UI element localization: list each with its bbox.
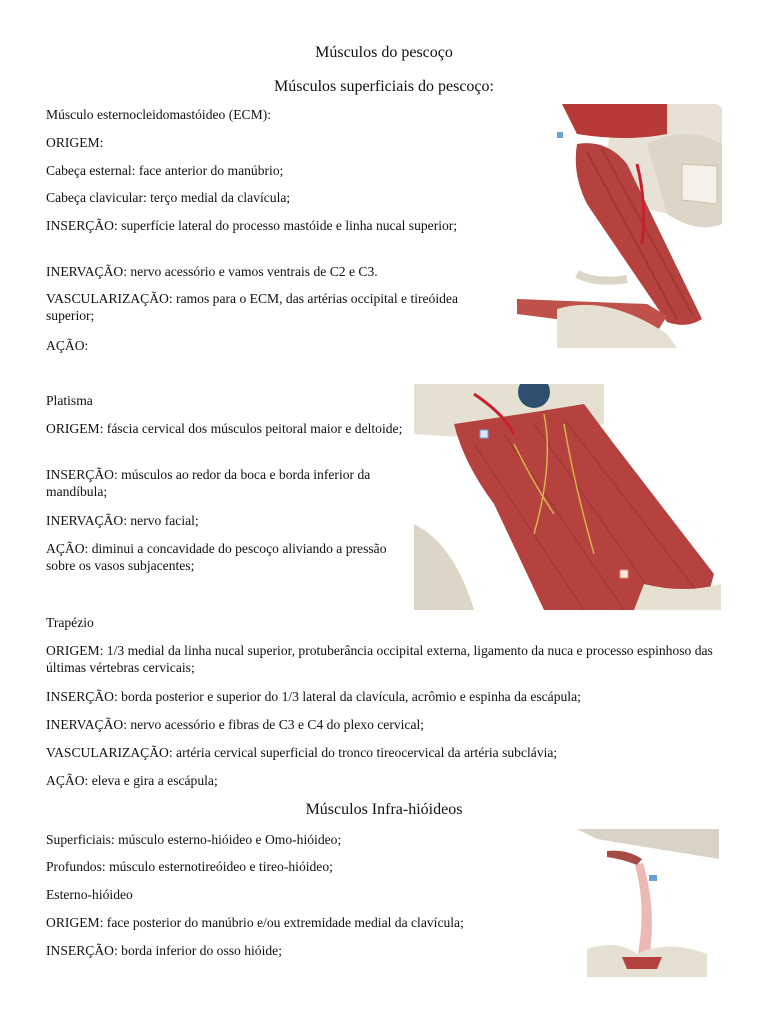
platisma-name: Platisma <box>46 393 93 408</box>
page-title: Músculos do pescoço <box>315 44 453 61</box>
ecm-illustration <box>517 104 722 348</box>
esterno-hioideo-illustration <box>577 829 719 977</box>
platisma-origem: ORIGEM: fáscia cervical dos músculos peitoral maior e deltoide; <box>46 421 403 436</box>
ecm-vascularizacao: VASCULARIZAÇÃO: ramos para o ECM, das artérias occipital e tireóidea superior; <box>46 291 458 323</box>
platisma-insercao: INSERÇÃO: músculos ao redor da boca e borda inferior da mandíbula; <box>46 467 371 499</box>
platisma-acao: AÇÃO: diminui a concavidade do pescoço aliviando a pressão sobre os vasos subjacentes; <box>46 541 387 573</box>
ecm-origem-label: ORIGEM: <box>46 135 104 150</box>
infra-superficiais: Superficiais: músculo esterno-hióideo e Omo-hióideo; <box>46 832 342 847</box>
esterno-hioideo-insercao: INSERÇÃO: borda inferior do osso hióide; <box>46 943 282 958</box>
ecm-cabeca-esternal: Cabeça esternal: face anterior do manúbrio; <box>46 163 284 178</box>
trapezio-origem: ORIGEM: 1/3 medial da linha nucal superior, protuberância occipital externa, ligamento da nuca e processo espinhoso das últimas vértebras cervicais; <box>46 643 713 675</box>
esterno-hioideo-name: Esterno-hióideo <box>46 887 133 902</box>
trapezio-insercao: INSERÇÃO: borda posterior e superior do 1/3 lateral da clavícula, acrômio e espinha da escápula; <box>46 689 581 704</box>
ecm-name: Músculo esternocleidomastóideo (ECM): <box>46 107 272 122</box>
platisma-inervacao: INERVAÇÃO: nervo facial; <box>46 513 199 528</box>
ecm-cabeca-clavicular: Cabeça clavicular: terço medial da clavícula; <box>46 190 291 205</box>
ecm-acao: AÇÃO: <box>46 338 89 353</box>
section-heading-infra-hioideos: Músculos Infra-hióideos <box>305 801 463 818</box>
platisma-illustration <box>414 384 721 610</box>
trapezio-vascularizacao: VASCULARIZAÇÃO: artéria cervical superficial do tronco tireocervical da artéria subclávia; <box>46 745 558 760</box>
trapezio-inervacao: INERVAÇÃO: nervo acessório e fibras de C3 e C4 do plexo cervical; <box>46 717 425 732</box>
infra-profundos: Profundos: músculo esternotireóideo e tireo-hióideo; <box>46 859 333 874</box>
ecm-inervacao: INERVAÇÃO: nervo acessório e vamos ventrais de C2 e C3. <box>46 264 378 279</box>
ecm-insercao: INSERÇÃO: superfície lateral do processo mastóide e linha nucal superior; <box>46 218 458 233</box>
trapezio-name: Trapézio <box>46 615 94 630</box>
esterno-hioideo-origem: ORIGEM: face posterior do manúbrio e/ou extremidade medial da clavícula; <box>46 915 464 930</box>
section-heading-superficiais: Músculos superficiais do pescoço: <box>274 78 494 95</box>
trapezio-acao: AÇÃO: eleva e gira a escápula; <box>46 773 218 788</box>
